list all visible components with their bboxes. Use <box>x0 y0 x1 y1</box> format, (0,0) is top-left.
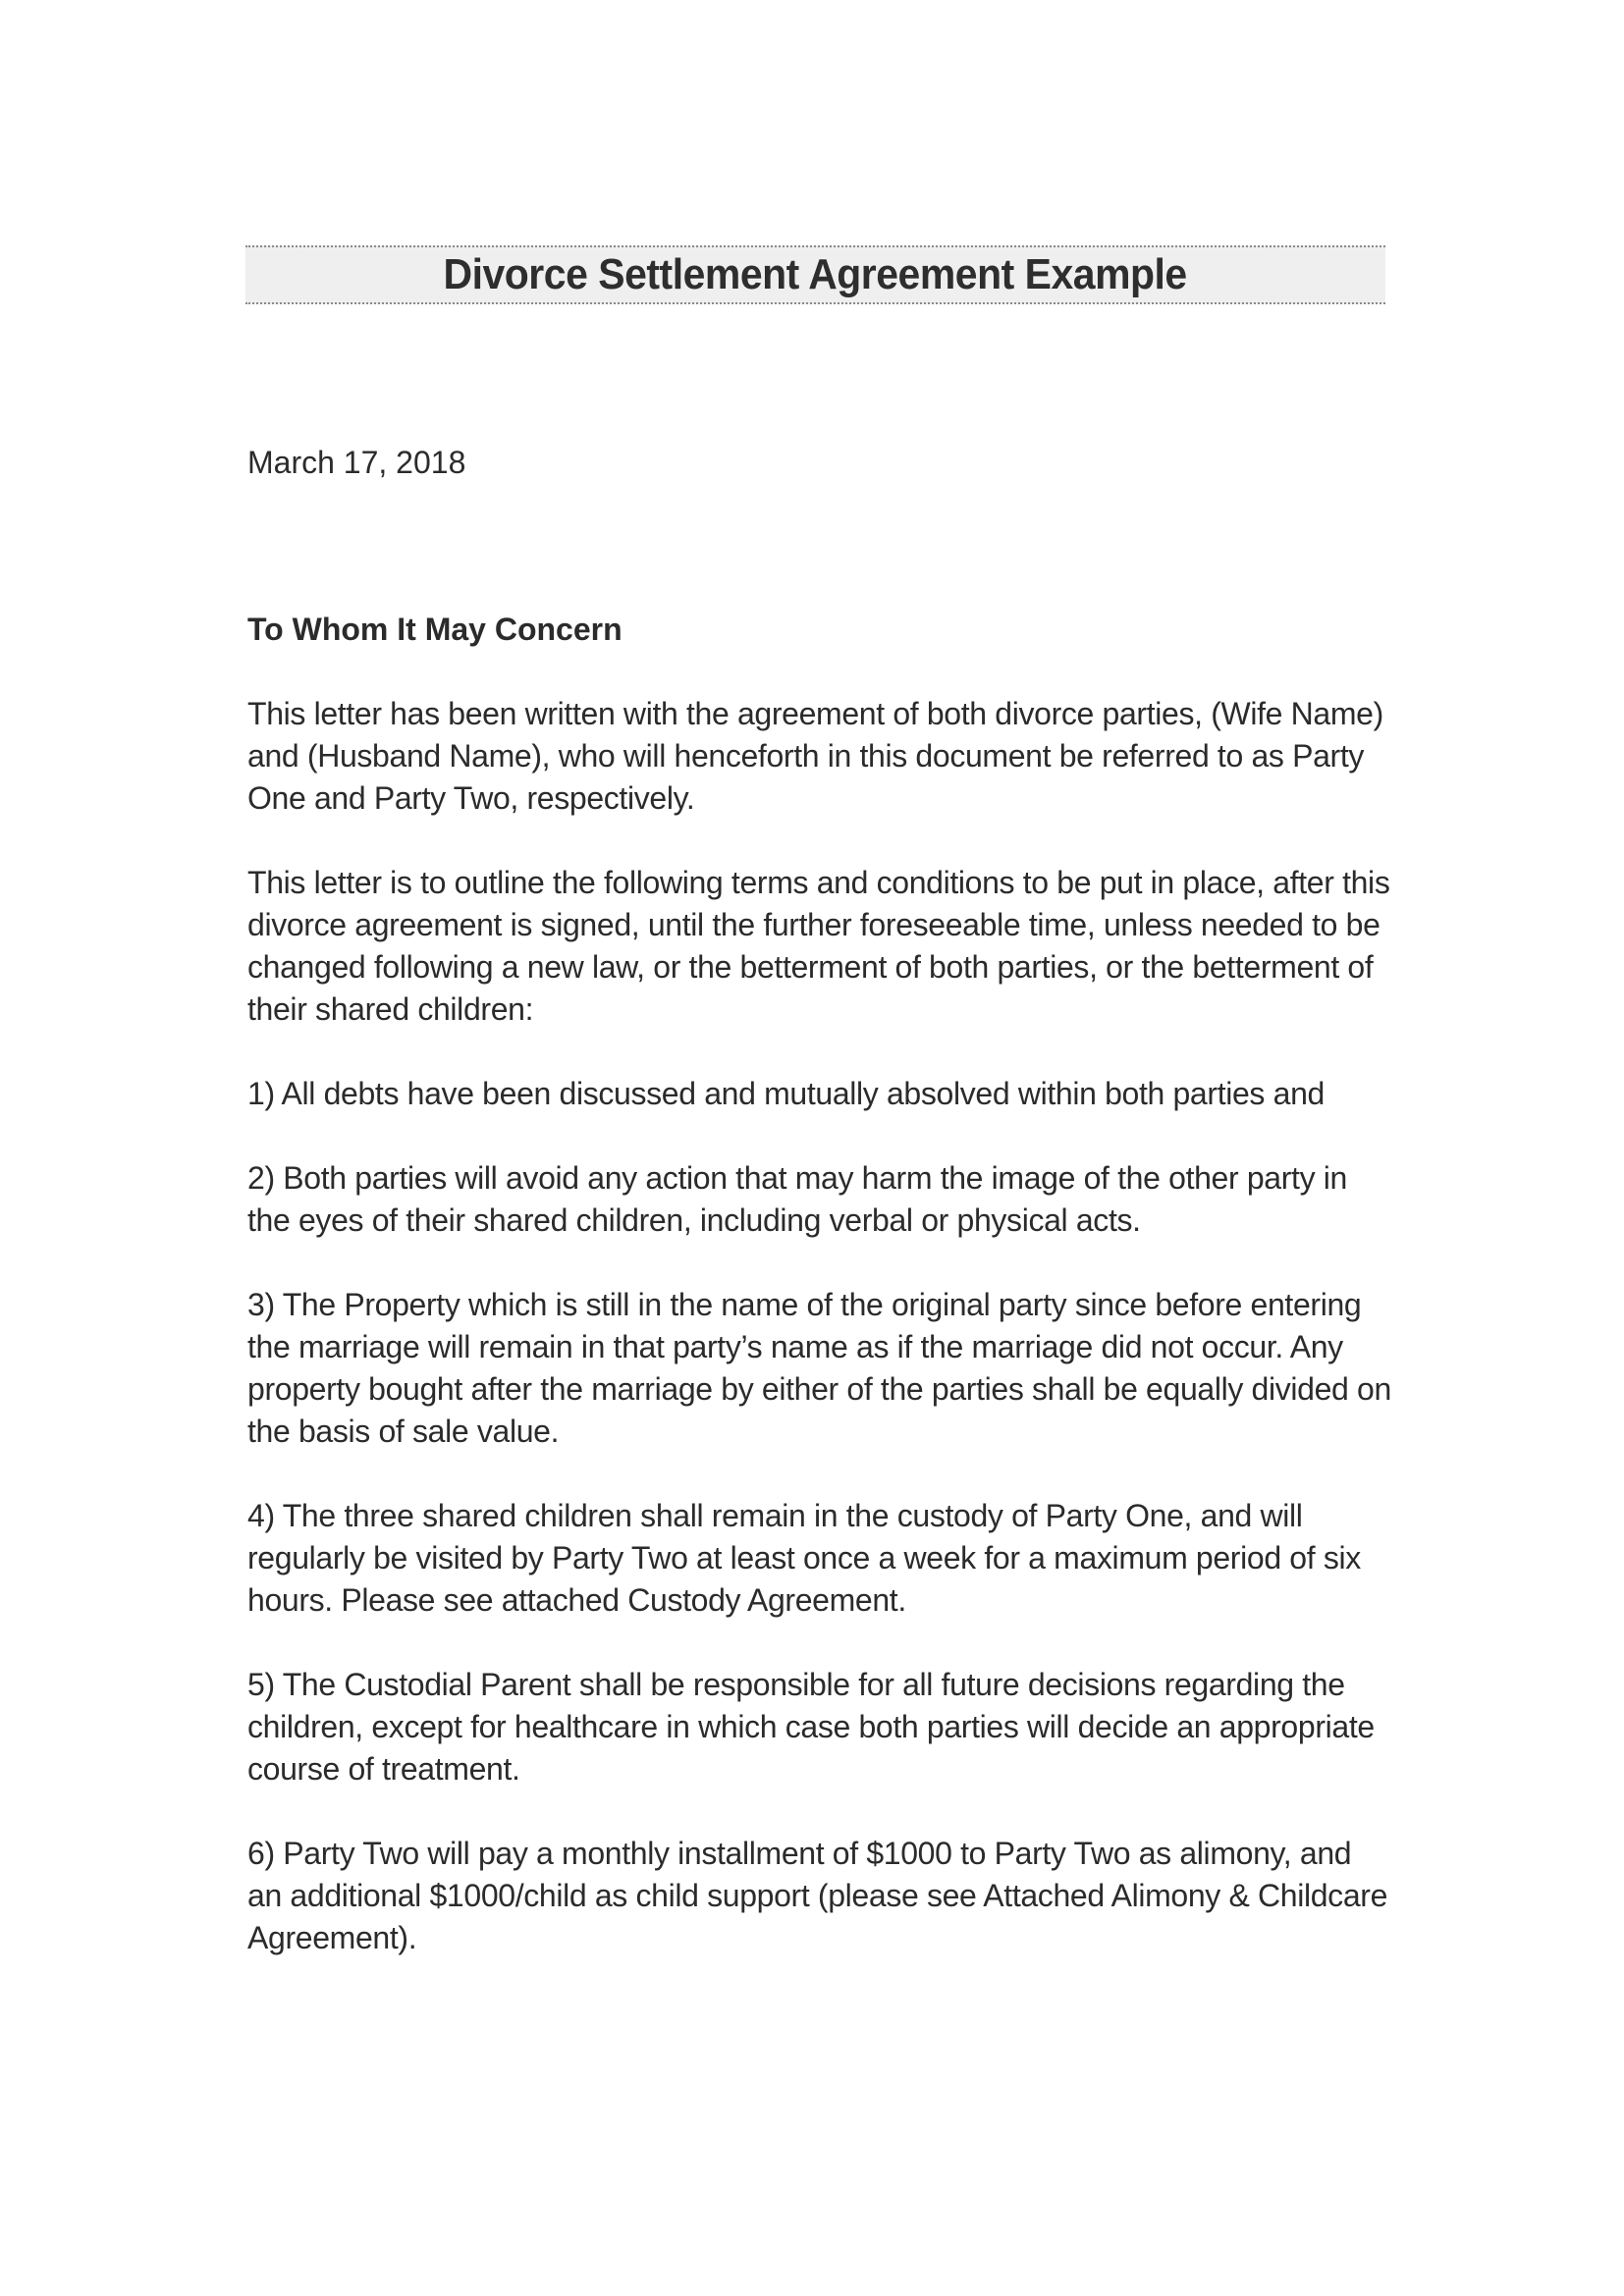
salutation: To Whom It May Concern <box>247 612 623 647</box>
document-date: March 17, 2018 <box>247 445 466 480</box>
text-line: regularly be visited by Party Two at least once a week for a maximum period of six <box>247 1540 1361 1575</box>
text-line: 2) Both parties will avoid any action that may harm the image of the other party in <box>247 1160 1347 1196</box>
text-line: 3) The Property which is still in the name of the original party since before entering <box>247 1287 1362 1322</box>
term-item-3 <box>247 1284 1396 1453</box>
paragraph-outline <box>247 862 1396 1031</box>
term-item-5 <box>247 1664 1396 1790</box>
text-line: 4) The three shared children shall remain in the custody of Party One, and will <box>247 1498 1303 1533</box>
text-line: hours. Please see attached Custody Agreement. <box>247 1582 906 1618</box>
term-item-2 <box>247 1157 1396 1242</box>
document-title: Divorce Settlement Agreement Example <box>443 250 1188 298</box>
title-banner <box>245 245 1385 304</box>
text-line: One and Party Two, respectively. <box>247 780 695 816</box>
text-line: an additional $1000/child as child support (please see Attached Alimony & Childcare <box>247 1878 1388 1913</box>
term-item-1 <box>247 1073 1396 1115</box>
text-line: the marriage will remain in that party’s name as if the marriage did not occur. Any <box>247 1329 1343 1364</box>
term-item-4 <box>247 1495 1396 1622</box>
text-line: children, except for healthcare in which case both parties will decide an appropriate <box>247 1709 1375 1744</box>
text-line: This letter has been written with the agreement of both divorce parties, (Wife Name) <box>247 696 1383 731</box>
text-line: their shared children: <box>247 991 534 1027</box>
text-line: 6) Party Two will pay a monthly installment of $1000 to Party Two as alimony, and <box>247 1836 1352 1871</box>
term-item-6 <box>247 1833 1396 1959</box>
text-line: course of treatment. <box>247 1751 520 1787</box>
text-line: This letter is to outline the following terms and conditions to be put in place, after this <box>247 865 1390 900</box>
text-line: the eyes of their shared children, including verbal or physical acts. <box>247 1202 1141 1238</box>
letter-body <box>247 693 1396 2002</box>
text-line: 1) All debts have been discussed and mutually absolved within both parties and <box>247 1076 1325 1111</box>
text-line: 5) The Custodial Parent shall be responsible for all future decisions regarding the <box>247 1667 1345 1702</box>
text-line: and (Husband Name), who will henceforth in this document be referred to as Party <box>247 738 1365 774</box>
text-line: divorce agreement is signed, until the further foreseeable time, unless needed to be <box>247 907 1380 942</box>
text-line: the basis of sale value. <box>247 1414 560 1449</box>
text-line: changed following a new law, or the betterment of both parties, or the betterment of <box>247 949 1374 985</box>
text-line: Agreement). <box>247 1920 417 1955</box>
text-line: property bought after the marriage by either of the parties shall be equally divided on <box>247 1371 1391 1407</box>
paragraph-intro <box>247 693 1396 820</box>
